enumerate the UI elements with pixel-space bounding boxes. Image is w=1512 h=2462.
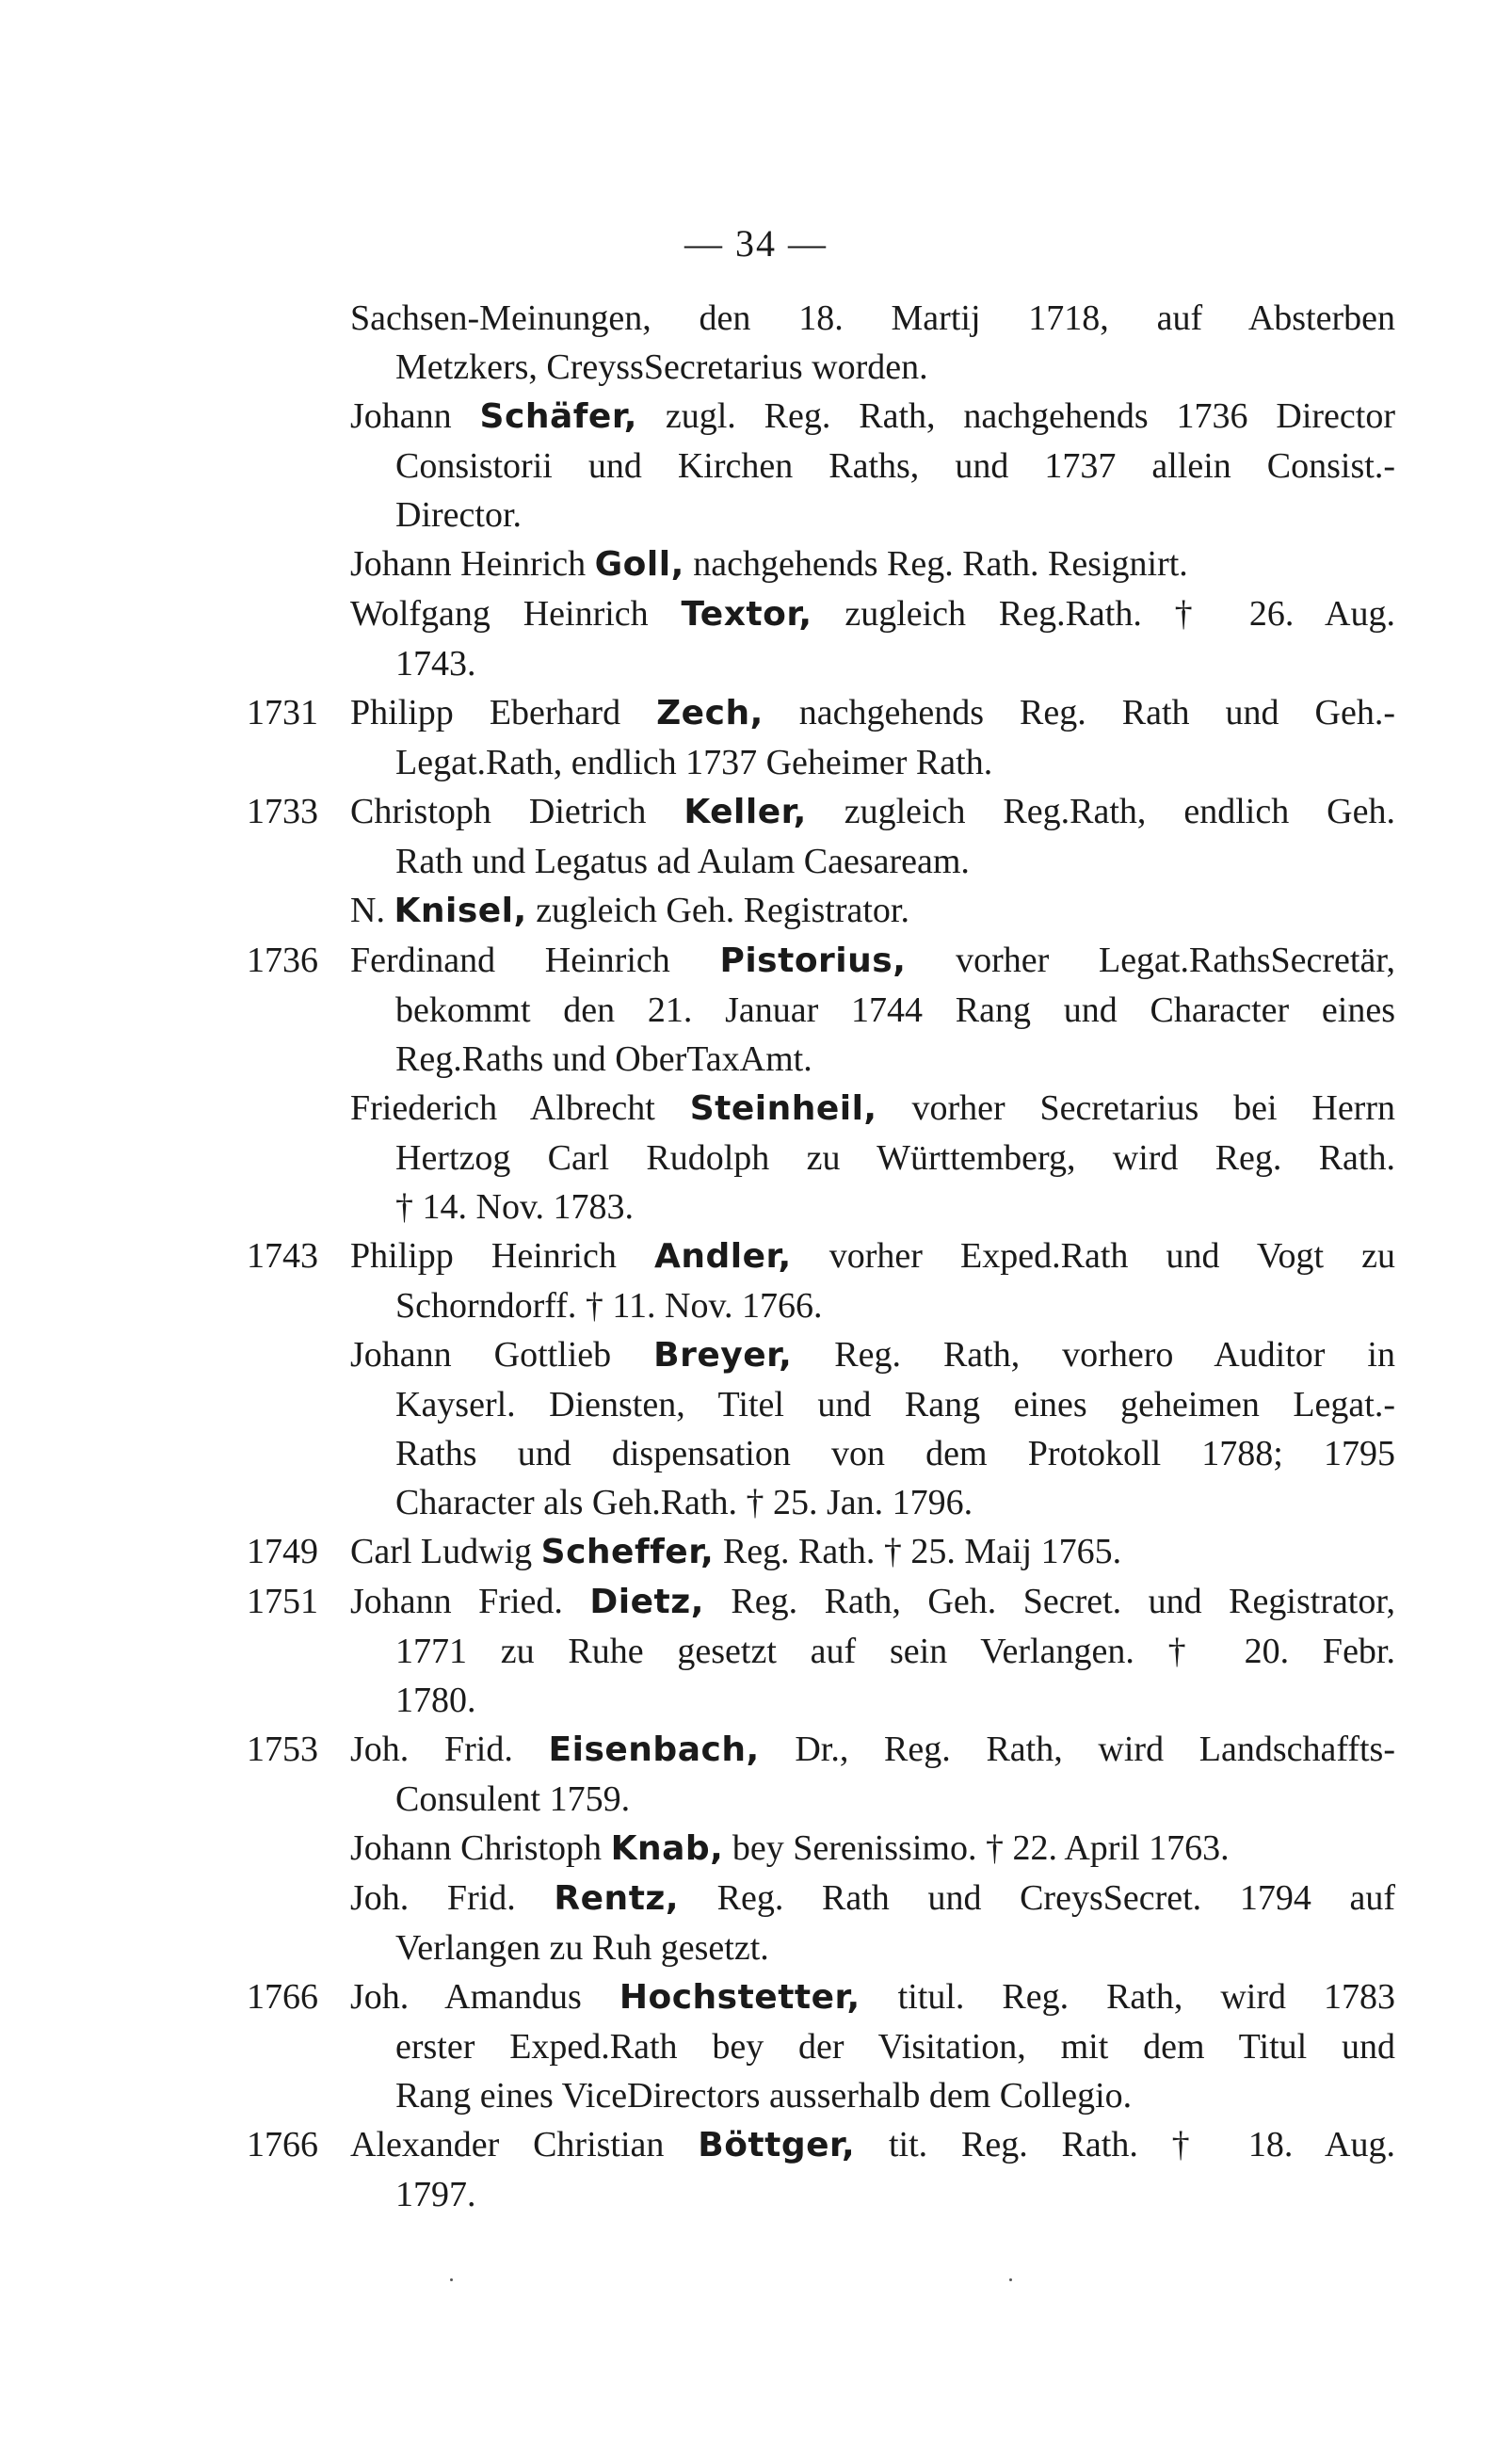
entry-year: 1766 [247, 1977, 318, 2017]
entry-text: bey Serenissimo. † 22. April 1763. [723, 1828, 1230, 1868]
register-entry [0, 2120, 1512, 2219]
entry-first-line [350, 1972, 1395, 2022]
register-entry [0, 1725, 1512, 1824]
entry-text: Dr., Reg. Rath, wird Landschaffts- [759, 1730, 1395, 1769]
entry-text: Consistorii und Kirchen Raths, und 1737 allein Consist.- [395, 446, 1395, 486]
entry-text: Johann Gottlieb [350, 1335, 654, 1375]
entry-year: 1753 [247, 1730, 318, 1769]
entry-text: Johann Fried. [350, 1582, 590, 1621]
entry-text: Hertzog Carl Rudolph zu Württemberg, wird Reg. Rath. [395, 1138, 1395, 1178]
entry-text: Schorndorff. † 11. Nov. 1766. [395, 1286, 823, 1326]
entry-text: vorher Exped.Rath und Vogt zu [791, 1236, 1395, 1276]
entry-continuation-line [395, 1183, 1395, 1231]
entry-text: Joh. Frid. [350, 1730, 549, 1769]
register-entry [0, 1972, 1512, 2120]
entry-continuation-line [395, 738, 1395, 787]
entry-text: 1771 zu Ruhe gesetzt auf sein Verlangen. † 20. Febr. [395, 1632, 1395, 1671]
entry-text: titul. Reg. Rath, wird 1783 [860, 1977, 1395, 2017]
entry-text: Rath und Legatus ad Aulam Caesaream. [395, 842, 970, 881]
register-entry [0, 1084, 1512, 1231]
register-entry [0, 1527, 1512, 1577]
register-entry [0, 936, 1512, 1084]
entry-continuation-line [395, 1429, 1395, 1478]
entry-continuation-line [395, 1281, 1395, 1330]
entry-text: 1743. [395, 644, 476, 684]
register-entry [0, 589, 1512, 688]
entry-continuation-line [395, 1035, 1395, 1084]
entry-text: Rang eines ViceDirectors ausserhalb dem Collegio. [395, 2076, 1133, 2116]
entry-first-line [350, 1824, 1395, 1874]
entry-text: Raths und dispensation von dem Protokoll 1788; 1795 [395, 1434, 1395, 1473]
entry-year: 1766 [247, 2125, 318, 2164]
entry-first-line [350, 1231, 1395, 1281]
entry-text: Philipp Eberhard [350, 693, 657, 732]
register-entry [0, 1874, 1512, 1972]
person-surname: Schäfer, [479, 397, 637, 436]
entry-continuation-line [395, 1134, 1395, 1183]
entry-first-line [350, 294, 1395, 343]
entry-text: Philipp Heinrich [350, 1236, 654, 1276]
person-surname: Hochstetter, [619, 1978, 861, 2017]
entry-text: 1780. [395, 1681, 476, 1720]
entry-continuation-line [395, 837, 1395, 886]
entry-year: 1743 [247, 1236, 318, 1276]
entry-first-line [350, 2120, 1395, 2170]
entry-year: 1731 [247, 693, 318, 732]
entry-year: 1751 [247, 1582, 318, 1621]
entry-continuation-line [395, 442, 1395, 491]
entry-text: Joh. Frid. [350, 1878, 555, 1918]
register-entry [0, 787, 1512, 886]
entry-text: 1797. [395, 2175, 476, 2214]
person-surname: Andler, [653, 1237, 792, 1276]
entry-text: Director. [395, 495, 523, 535]
register-entry [0, 886, 1512, 936]
person-surname: Keller, [684, 793, 807, 831]
entry-first-line [350, 539, 1395, 589]
entry-continuation-line [395, 1775, 1395, 1824]
entry-text: tit. Reg. Rath. † 18. Aug. [855, 2125, 1395, 2164]
entry-text: Carl Ludwig [350, 1532, 541, 1571]
entry-continuation-line [395, 986, 1395, 1035]
person-surname: Zech, [656, 694, 764, 732]
entry-text: Christoph Dietrich [350, 792, 684, 831]
entry-text: Metzkers, CreyssSecretarius worden. [395, 347, 928, 387]
entry-first-line [350, 688, 1395, 738]
entry-text: erster Exped.Rath bey der Visitation, mit dem Titul und [395, 2027, 1395, 2067]
entry-text: nachgehends Reg. Rath. Resignirt. [684, 544, 1188, 584]
entry-text: Character als Geh.Rath. † 25. Jan. 1796. [395, 1483, 973, 1522]
entry-continuation-line [395, 2071, 1395, 2120]
entry-continuation-line [395, 491, 1395, 539]
entry-text: nachgehends Reg. Rath und Geh.- [763, 693, 1395, 732]
entry-text: Legat.Rath, endlich 1737 Geheimer Rath. [395, 743, 993, 782]
entry-text: Alexander Christian [350, 2125, 699, 2164]
entry-first-line [350, 1527, 1395, 1577]
entry-year: 1733 [247, 792, 318, 831]
entry-text: Kayserl. Diensten, Titel und Rang eines geheimen Legat.- [395, 1385, 1395, 1424]
register-entry [0, 392, 1512, 539]
entry-text: bekommt den 21. Januar 1744 Rang und Character eines [395, 990, 1395, 1030]
person-surname: Steinheil, [689, 1089, 877, 1128]
entry-text: Johann Christoph [350, 1828, 611, 1868]
page-number: — 34 — [684, 222, 828, 265]
entry-continuation-line [395, 2170, 1395, 2219]
register-entry [0, 1577, 1512, 1725]
register-entry [0, 1330, 1512, 1527]
person-surname: Scheffer, [540, 1533, 715, 1571]
entry-text: zugleich Geh. Registrator. [526, 891, 909, 930]
register-entry [0, 688, 1512, 787]
person-surname: Dietz, [589, 1583, 704, 1621]
entry-text: Reg. Rath und CreysSecret. 1794 auf [679, 1878, 1395, 1918]
entry-first-line [350, 1725, 1395, 1775]
entry-continuation-line [395, 1478, 1395, 1527]
person-surname: Textor, [681, 595, 812, 634]
entry-first-line [350, 1330, 1395, 1380]
person-surname: Breyer, [653, 1336, 793, 1375]
entry-text: Sachsen-Meinungen, den 18. Martij 1718, auf Absterben [350, 298, 1395, 338]
register-entry [0, 294, 1512, 392]
entry-text: † 14. Nov. 1783. [395, 1187, 634, 1227]
person-surname: Knab, [610, 1829, 724, 1868]
person-surname: Knisel, [394, 892, 527, 930]
entry-first-line [350, 392, 1395, 442]
entry-first-line [350, 589, 1395, 639]
entry-text: zugleich Reg.Rath. † 26. Aug. [812, 594, 1395, 634]
entry-text: Joh. Amandus [350, 1977, 619, 2017]
entry-text: N. [350, 891, 394, 930]
entry-continuation-line [395, 2022, 1395, 2071]
person-surname: Rentz, [554, 1879, 680, 1918]
entry-text: vorher Secretarius bei Herrn [877, 1088, 1395, 1128]
entry-continuation-line [395, 343, 1395, 392]
entry-text: Ferdinand Heinrich [350, 941, 720, 980]
scan-marks [0, 2278, 1512, 2288]
entry-first-line [350, 1084, 1395, 1134]
entry-year: 1736 [247, 941, 318, 980]
entry-text: zugl. Reg. Rath, nachgehends 1736 Director [636, 396, 1396, 436]
entry-first-line [350, 1577, 1395, 1627]
entry-continuation-line [395, 1923, 1395, 1972]
scan-speck [1009, 2278, 1012, 2281]
entry-text: Reg. Rath, vorhero Auditor in [792, 1335, 1395, 1375]
entry-text: Johann [350, 396, 480, 436]
entry-continuation-line [395, 1380, 1395, 1429]
entry-continuation-line [395, 1627, 1395, 1676]
entry-text: Reg. Rath, Geh. Secret. und Registrator, [703, 1582, 1395, 1621]
entry-text: vorher Legat.RathsSecretär, [906, 941, 1395, 980]
entry-first-line [350, 787, 1395, 837]
person-surname: Böttger, [698, 2126, 856, 2164]
register-entry [0, 539, 1512, 589]
person-surname: Goll, [594, 545, 684, 584]
person-surname: Eisenbach, [548, 1730, 760, 1769]
entry-first-line [350, 1874, 1395, 1923]
entry-text: Consulent 1759. [395, 1779, 631, 1819]
entry-continuation-line [395, 1676, 1395, 1725]
entry-list [0, 294, 1512, 2219]
entry-first-line [350, 936, 1395, 986]
entry-text: Verlangen zu Ruh gesetzt. [395, 1928, 769, 1968]
entry-text: zugleich Reg.Rath, endlich Geh. [806, 792, 1395, 831]
entry-year: 1749 [247, 1532, 318, 1571]
entry-text: Johann Heinrich [350, 544, 595, 584]
entry-continuation-line [395, 639, 1395, 688]
entry-text: Reg. Rath. † 25. Maij 1765. [714, 1532, 1122, 1571]
entry-text: Wolfgang Heinrich [350, 594, 682, 634]
person-surname: Pistorius, [719, 941, 907, 980]
register-entry [0, 1824, 1512, 1874]
scan-speck [450, 2278, 453, 2281]
entry-first-line [350, 886, 1395, 936]
entry-text: Reg.Raths und OberTaxAmt. [395, 1039, 812, 1079]
register-entry [0, 1231, 1512, 1330]
entry-text: Friederich Albrecht [350, 1088, 690, 1128]
